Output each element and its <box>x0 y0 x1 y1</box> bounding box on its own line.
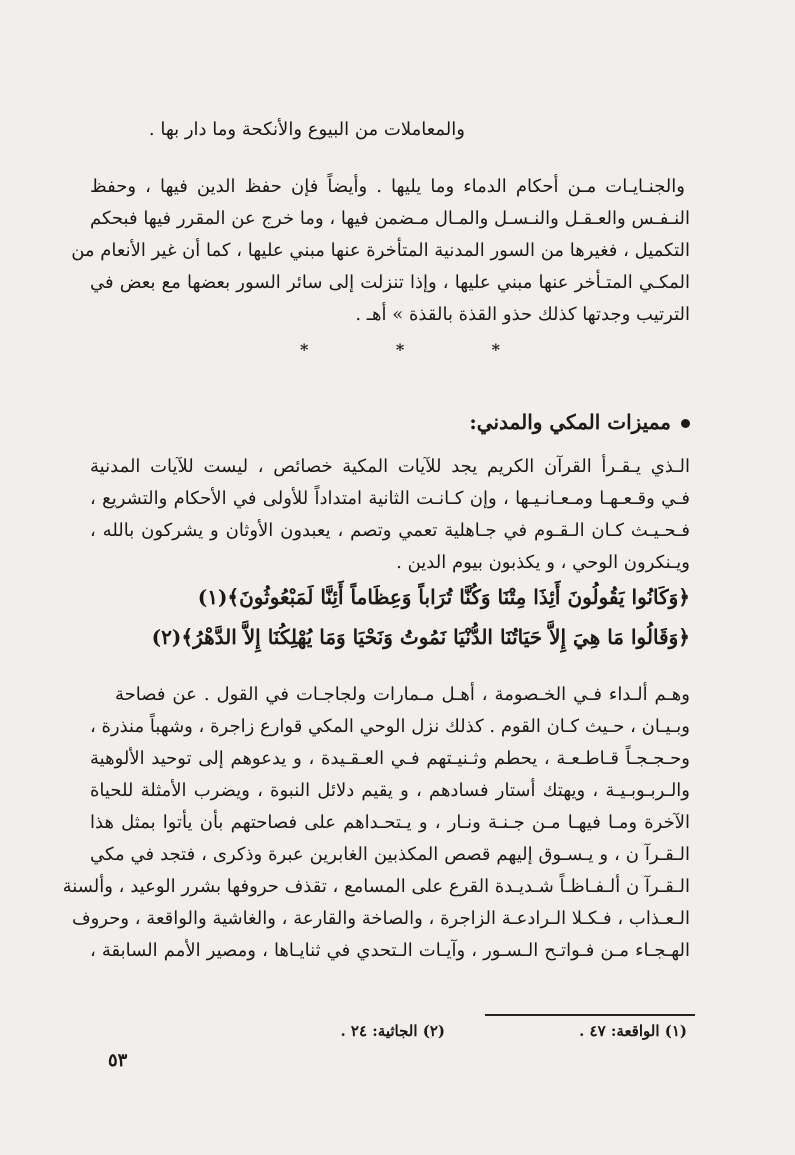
text-line: وحـجـجـاً قـاطـعـة ، يحطم وثـنيـتهم فـي العـقـيدة ، و يدعوهم إلى توحيد الألوهية <box>90 748 690 769</box>
text-line: الـقـرآ ن ألـفـاظـاً شـديـدة القرع على المسامع ، تقذف حروفها بشرر الوعيد ، وألسنة <box>62 876 690 897</box>
page-number: ٥٣ <box>108 1050 128 1071</box>
text-line: والجنـايـات مـن أحكام الدماء وما يليها . وأيضاً فإن حفظ الدين فيها ، وحفظ <box>90 176 685 197</box>
text-line: الآخرة ومـا فيهـا مـن جـنـة ونـار ، و يـتحـداهم على فصاحتهم بأن يأتوا بمثل هذا <box>90 812 690 833</box>
text-line: النـفـس والعـقـل والنـسـل والمـال مـضمن فيها ، وما خرج عن المقرر فيها فبحكم <box>90 208 690 229</box>
footnote: (٢) الجاثية: ٢٤ . <box>340 1022 445 1040</box>
footnote-divider <box>485 1014 695 1016</box>
text-line: فـي وقـعـهـا ومـعـانـيـها ، وإن كـانـت الثانية امتداداً للأولى في الأحكام والتشريع ، <box>90 488 690 509</box>
text-line: ويـنكرون الوحي ، و يكذبون بيوم الدين . <box>396 552 690 573</box>
text-line: الهـجـاء مـن فـواتـح الـسـور ، وآيـات الـتحدي في ثنايـاها ، ومصير الأمم السابقة ، <box>90 940 690 961</box>
text-line: الـعـذاب ، فـكـلا الـرادعـة الزاجرة ، والصاخة والقارعة ، والغاشية والواقعة ، وحروف <box>71 908 690 929</box>
text-line: والـربـوبـيـة ، ويهتك أستار فسادهم ، و يقيم دلائل النبوة ، ويضرب الأمثلة للحياة <box>90 780 690 801</box>
text-line: المكـي المتـأخر عنها مبني عليها ، وإذا تنزلت إلى سائر السور بعضها مع بعض في <box>90 272 690 293</box>
star-ornament: * <box>300 340 309 359</box>
section-separator <box>300 340 500 359</box>
star-ornament: * <box>491 340 500 359</box>
text-line: وهـم ألـداء فـي الخـصومة ، أهـل مـمارات ولجاجـات في القول . عن فصاحة <box>115 684 690 705</box>
text-line: والمعاملات من البيوع والأنكحة وما دار بها . <box>148 119 465 140</box>
quran-verse: ﴿وَكَانُوا يَقُولُونَ أَئِذَا مِتْنَا وَكُنَّا تُرَاباً وَعِظَاماً أَئِنَّا لَمَبْعُوثُونَ﴾(١) <box>197 585 690 609</box>
quran-verse: ﴿وَقَالُوا مَا هِيَ إِلاَّ حَيَاتُنَا الدُّنْيَا نَمُوتُ وَنَحْيَا وَمَا يُهْلِكُنَا إِلاَّ الدَّهْرُ﴾(٢) <box>151 625 690 649</box>
text-line: وبـيـان ، حـيث كـان القوم . كذلك نزل الوحي المكي قوارع زاجرة ، وشهباً منذرة ، <box>89 716 690 737</box>
text-line: التكميل ، فغيرها من السور المدنية المتأخرة عنها مبني عليها ، كما أن غير الأنعام من <box>71 240 690 261</box>
heading-text: مميزات المكي والمدني: <box>469 410 671 434</box>
footnote: (١) الواقعة: ٤٧ . <box>579 1022 687 1040</box>
text-line: فـحـيـث كـان الـقـوم في جـاهلية تعمي وتصم ، يعبدون الأوثان و يشركون بالله ، <box>90 520 690 541</box>
section-heading <box>469 410 690 434</box>
star-ornament: * <box>395 340 405 359</box>
text-line: الـذي يـقـرأ القرآن الكريم يجد للآيات المكية خصائص ، ليست للآيات المدنية <box>90 456 690 477</box>
bullet-icon <box>681 419 690 428</box>
text-line: الترتيب وجدتها كذلك حذو القذة بالقذة » أهـ . <box>355 304 690 325</box>
text-line: الـقـرآ ن ، و يـسـوق إليهم قصص المكذبين الغابرين عبرة وذكرى ، فتجد في مكي <box>90 844 690 865</box>
